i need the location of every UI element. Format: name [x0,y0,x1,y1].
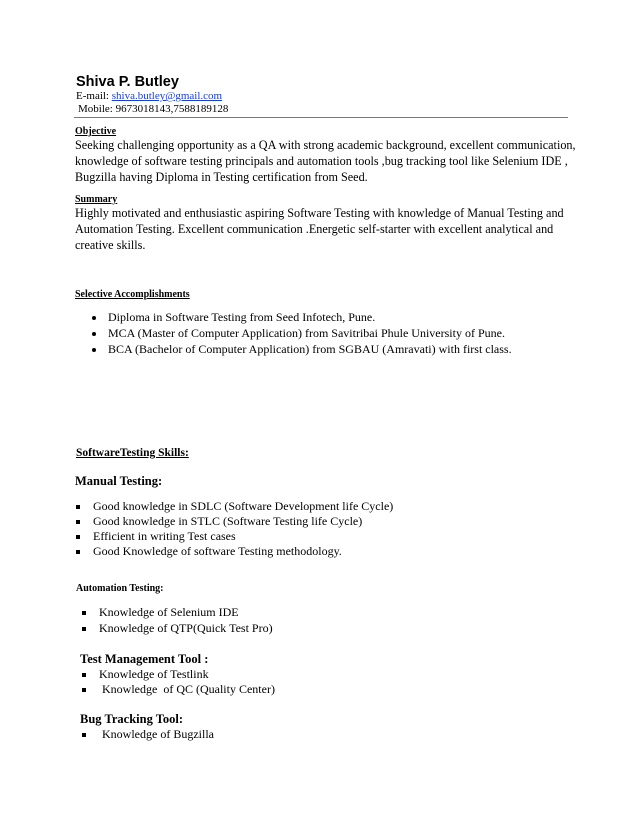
bug-tracking-skill-item: Knowledge of Bugzilla [102,727,214,741]
bullet-square-icon [76,505,80,509]
automation-skill-item: Knowledge of Selenium IDE [99,605,239,619]
automation-skill-item: Knowledge of QTP(Quick Test Pro) [99,621,273,635]
accomplishment-item: Diploma in Software Testing from Seed Infotech, Pune. [108,310,376,324]
summary-line-1: Highly motivated and enthusiastic aspiring Software Testing with knowledge of Manual Testing and [75,206,564,220]
test-management-heading: Test Management Tool : [80,652,209,666]
mobile-number: 9673018143,7588189128 [115,103,229,115]
header-divider [74,117,568,118]
objective-line-1: Seeking challenging opportunity as a QA with strong academic background, excellent communication, [75,138,576,152]
accomplishments-heading: Selective Accomplishments [75,289,190,300]
automation-testing-heading: Automation Testing: [76,583,164,594]
bullet-square-icon [76,520,80,524]
bullet-square-icon [82,688,86,692]
mobile-label: Mobile: [78,103,113,115]
management-skill-item: Knowledge of QC (Quality Center) [99,682,275,696]
summary-line-3: creative skills. [75,238,146,252]
mobile-line [78,103,228,115]
accomplishment-item: BCA (Bachelor of Computer Application) from SGBAU (Amravati) with first class. [108,342,512,356]
bullet-square-icon [82,733,86,737]
management-skill-item: Knowledge of Testlink [99,667,209,681]
bullet-dot-icon [92,316,96,320]
bullet-square-icon [76,550,80,554]
bullet-dot-icon [92,348,96,352]
objective-heading: Objective [75,126,117,137]
manual-testing-heading: Manual Testing: [75,474,163,488]
objective-line-2: knowledge of software testing principals and automation tools ,bug tracking tool like Selenium IDE , [75,154,568,168]
bullet-square-icon [76,535,80,539]
manual-skill-item: Efficient in writing Test cases [93,529,236,543]
manual-skill-item: Good knowledge in STLC (Software Testing life Cycle) [93,514,363,528]
manual-skill-item: Good Knowledge of software Testing methodology. [93,544,342,558]
email-link[interactable]: shiva.butley@gmail.com [111,90,223,102]
bullet-square-icon [82,673,86,677]
candidate-name: Shiva P. Butley [76,74,179,90]
objective-line-3: Bugzilla having Diploma in Testing certification from Seed. [75,170,368,184]
email-label: E-mail: [76,90,109,102]
summary-heading: Summary [75,194,118,205]
bullet-square-icon [82,627,86,631]
manual-skill-item: Good knowledge in SDLC (Software Development life Cycle) [93,499,394,513]
bullet-square-icon [82,611,86,615]
bug-tracking-heading: Bug Tracking Tool: [80,712,184,726]
bullet-dot-icon [92,332,96,336]
summary-line-2: Automation Testing. Excellent communication .Energetic self-starter with excellent analytical and [75,222,554,236]
skills-heading: SoftwareTesting Skills: [76,447,189,459]
email-line [76,90,222,102]
accomplishment-item: MCA (Master of Computer Application) from Savitribai Phule University of Pune. [108,326,505,340]
